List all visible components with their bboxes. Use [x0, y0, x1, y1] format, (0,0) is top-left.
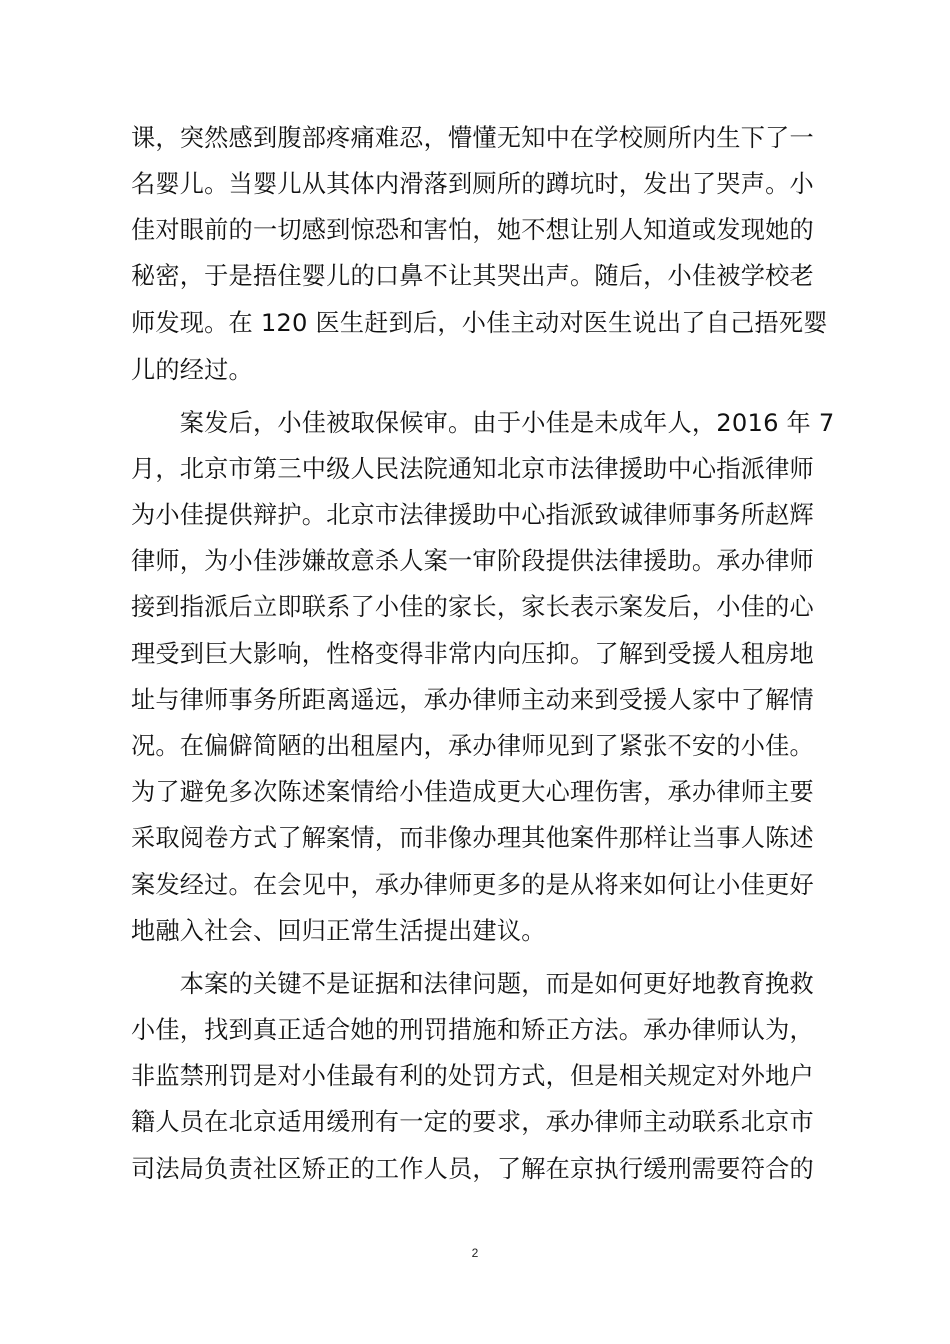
- text-line: 址与律师事务所距离遥远，承办律师主动来到受援人家中了解情: [131, 686, 814, 714]
- text-line: 月，北京市第三中级人民法院通知北京市法律援助中心指派律师: [131, 455, 814, 483]
- text-line: 为小佳提供辩护。北京市法律援助中心指派致诚律师事务所赵辉: [131, 501, 814, 529]
- text-line: 儿的经过。: [131, 356, 253, 384]
- text-line: 课，突然感到腹部疼痛难忍，懵懂无知中在学校厕所内生下了一: [131, 124, 814, 152]
- text-line: 案发后，小佳被取保候审。由于小佳是未成年人，2016 年 7: [131, 409, 835, 437]
- text-line: 理受到巨大影响，性格变得非常内向压抑。了解到受援人租房地: [131, 640, 814, 668]
- text-line: 接到指派后立即联系了小佳的家长，家长表示案发后，小佳的心: [131, 593, 814, 621]
- text-line: 本案的关键不是证据和法律问题，而是如何更好地教育挽救: [131, 970, 814, 998]
- text-line: 采取阅卷方式了解案情，而非像办理其他案件那样让当事人陈述: [131, 824, 814, 852]
- text-line: 为了避免多次陈述案情给小佳造成更大心理伤害，承办律师主要: [131, 778, 814, 806]
- text-line: 名婴儿。当婴儿从其体内滑落到厕所的蹲坑时，发出了哭声。小: [131, 170, 814, 198]
- text-line: 律师，为小佳涉嫌故意杀人案一审阶段提供法律援助。承办律师: [131, 547, 814, 575]
- text-line: 非监禁刑罚是对小佳最有利的处罚方式，但是相关规定对外地户: [131, 1062, 814, 1090]
- text-line: 案发经过。在会见中，承办律师更多的是从将来如何让小佳更好: [131, 871, 814, 899]
- text-line: 佳对眼前的一切感到惊恐和害怕，她不想让别人知道或发现她的: [131, 216, 814, 244]
- text-line: 司法局负责社区矫正的工作人员，了解在京执行缓刑需要符合的: [131, 1155, 814, 1183]
- text-line: 况。在偏僻简陋的出租屋内，承办律师见到了紧张不安的小佳。: [131, 732, 814, 760]
- page-number: 2: [471, 1246, 479, 1260]
- text-line: 师发现。在 120 医生赶到后，小佳主动对医生说出了自己捂死婴: [131, 309, 828, 337]
- text-line: 小佳，找到真正适合她的刑罚措施和矫正方法。承办律师认为，: [131, 1016, 814, 1044]
- text-line: 秘密，于是捂住婴儿的口鼻不让其哭出声。随后，小佳被学校老: [131, 262, 814, 290]
- text-line: 地融入社会、回归正常生活提出建议。: [131, 917, 546, 945]
- text-line: 籍人员在北京适用缓刑有一定的要求，承办律师主动联系北京市: [131, 1108, 814, 1136]
